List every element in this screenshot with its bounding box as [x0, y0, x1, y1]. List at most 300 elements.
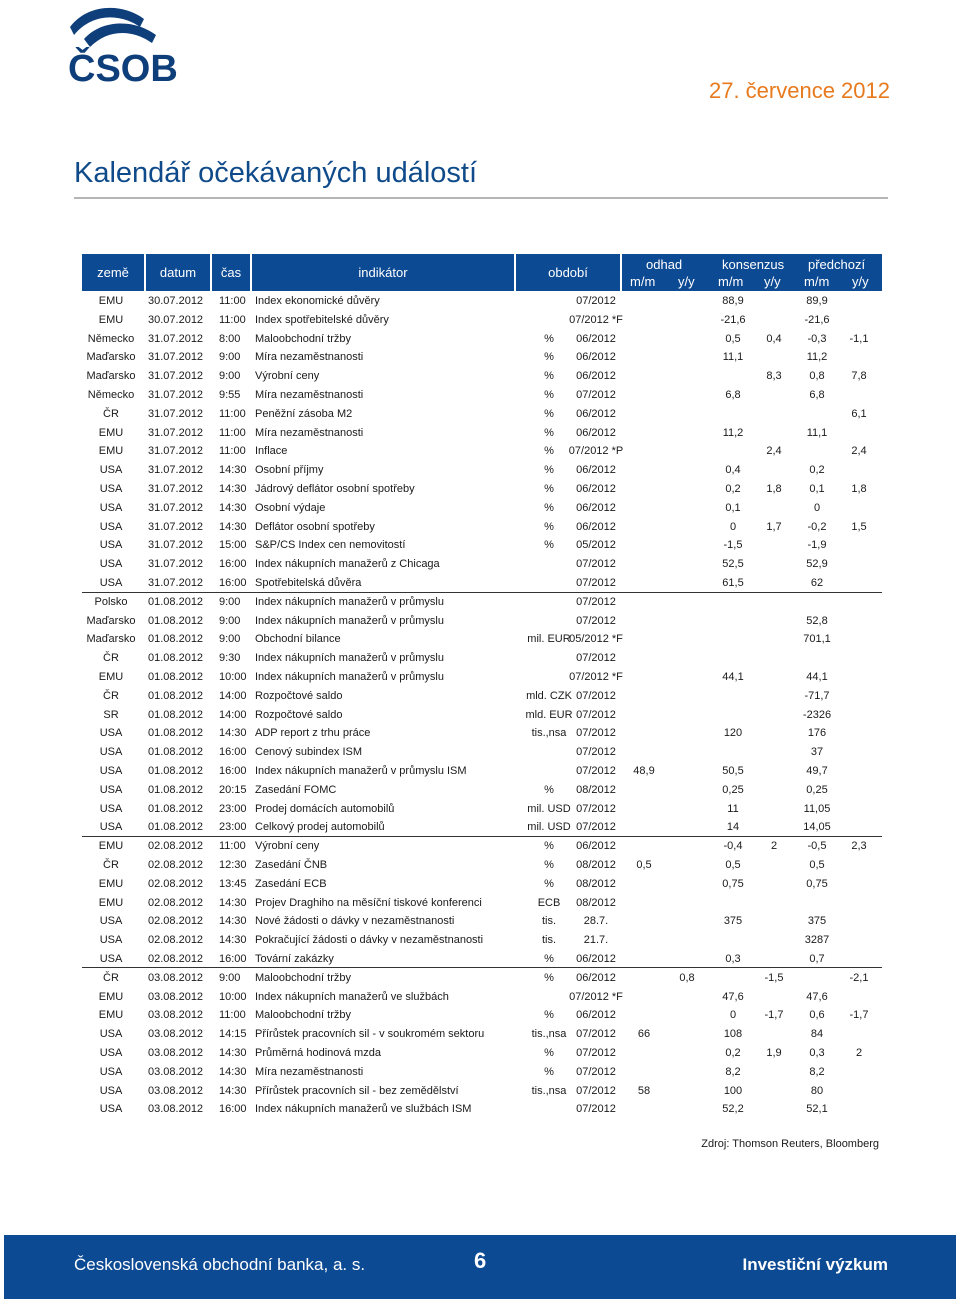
cell-country: Maďarsko [86, 614, 136, 627]
cell-value: 0,5 [636, 859, 652, 871]
cell-time: 16:00 [219, 1103, 247, 1116]
cell-per: 06/2012 [576, 483, 616, 495]
cell-country: EMU [98, 990, 124, 1003]
cell-time: 11:00 [219, 445, 246, 458]
cell-country: EMU [98, 877, 124, 890]
cell-per: 07/2012 [576, 1028, 616, 1041]
table-row [82, 649, 882, 668]
cell-country: USA [99, 520, 123, 533]
cell-value: 84 [810, 1028, 824, 1041]
cell-unit: % [544, 1065, 554, 1078]
header-previous: předchozí [808, 257, 866, 272]
cell-per: 07/2012 [576, 558, 616, 571]
cell-value: 0 [729, 1009, 737, 1022]
cell-time: 9:00 [219, 614, 241, 627]
cell-ind: Spotřebitelská důvěra [255, 577, 362, 589]
report-date: 27. července 2012 [708, 78, 890, 103]
cell-value: 11,1 [722, 351, 744, 364]
cell-country: USA [99, 483, 123, 495]
cell-date: 03.08.2012 [148, 1065, 204, 1078]
cell-date: 03.08.2012 [148, 1084, 204, 1097]
cell-date: 01.08.2012 [148, 821, 204, 834]
cell-value: 0,5 [809, 859, 825, 871]
header-date: datum [146, 254, 210, 291]
cell-value: 8,3 [766, 370, 782, 383]
cell-value: -21,6 [804, 313, 830, 326]
cell-value: 0,75 [722, 877, 744, 890]
table-row [82, 536, 882, 555]
cell-per: 08/2012 [576, 859, 616, 871]
cell-unit: tis.,nsa [531, 1084, 567, 1097]
cell-country: EMU [98, 671, 124, 683]
cell-value: 7,8 [851, 370, 867, 383]
cell-time: 16:00 [219, 558, 247, 571]
cell-time: 11:00 [219, 295, 246, 307]
cell-value: -2,1 [849, 971, 869, 984]
cell-value: 44,1 [806, 671, 828, 683]
cell-date: 03.08.2012 [148, 971, 204, 984]
table-row [82, 668, 882, 687]
cell-country: USA [99, 783, 123, 796]
cell-value: 0,25 [722, 783, 744, 796]
cell-time: 14:30 [219, 915, 247, 928]
table-row [82, 330, 882, 349]
table-row [82, 856, 882, 875]
cell-country: ČR [103, 652, 119, 665]
cell-value: 62 [810, 577, 824, 589]
cell-time: 14:30 [219, 501, 247, 514]
header-sub: y/y [678, 274, 695, 289]
cell-value: -1,5 [723, 539, 743, 552]
cell-unit: tis. [541, 915, 557, 928]
table-row [82, 442, 882, 461]
cell-ind: Maloobchodní tržby [255, 1009, 351, 1022]
cell-ind: Prodej domácích automobilů [255, 802, 395, 815]
cell-ind: Index nákupních manažerů v průmyslu [255, 595, 444, 608]
table-row [82, 931, 882, 950]
cell-per: 07/2012 *F [569, 990, 623, 1003]
cell-unit: % [544, 426, 554, 439]
table-row [82, 518, 882, 537]
cell-unit: % [544, 953, 554, 965]
cell-value: -0,4 [723, 840, 743, 853]
cell-value: 49,7 [806, 765, 828, 777]
cell-country: Maďarsko [86, 370, 136, 383]
cell-date: 01.08.2012 [148, 746, 204, 759]
cell-value: 89,9 [806, 295, 828, 307]
cell-ind: Celkový prodej automobilů [255, 821, 385, 834]
day-separator [82, 836, 882, 837]
cell-date: 02.08.2012 [148, 915, 204, 928]
cell-country: USA [99, 1047, 123, 1059]
cell-value: 14 [726, 821, 740, 834]
cell-value: 2,4 [766, 445, 782, 458]
cell-ind: Přírůstek pracovních sil - v soukromém sektoru [255, 1028, 485, 1041]
cell-value: 11,2 [722, 426, 744, 439]
cell-time: 16:00 [219, 765, 247, 777]
cell-country: EMU [98, 840, 124, 853]
cell-unit: tis.,nsa [531, 1028, 567, 1041]
cell-unit: % [544, 445, 554, 458]
cell-value: 0,8 [809, 370, 825, 383]
cell-ind: Index ekonomické důvěry [255, 295, 380, 307]
cell-ind: S&P/CS Index cen nemovitostí [255, 539, 406, 552]
cell-value: 50,5 [722, 765, 744, 777]
cell-time: 11:00 [219, 313, 246, 326]
cell-time: 14:30 [219, 464, 247, 477]
cell-date: 31.07.2012 [148, 539, 204, 552]
cell-per: 08/2012 [576, 783, 616, 796]
cell-value: 0,75 [806, 877, 828, 890]
cell-per: 07/2012 [576, 389, 616, 401]
cell-time: 23:00 [219, 821, 247, 834]
cell-country: USA [99, 1103, 123, 1116]
cell-ind: Míra nezaměstnanosti [255, 351, 364, 364]
table-row [82, 818, 882, 837]
cell-unit: mil. USD [527, 802, 571, 815]
cell-unit: % [544, 539, 554, 552]
table-row [82, 894, 882, 913]
cell-value: 8,2 [809, 1065, 825, 1078]
cell-date: 01.08.2012 [148, 614, 204, 627]
cell-value: 0,2 [725, 1047, 741, 1059]
cell-value: 11,1 [806, 426, 828, 439]
cell-ind: Index nákupních manažerů v průmyslu ISM [255, 765, 467, 777]
cell-ind: Projev Draghiho na měsíční tiskové konferenci [255, 896, 482, 909]
cell-value: -2326 [802, 708, 832, 721]
cell-per: 07/2012 [576, 1047, 616, 1059]
cell-per: 07/2012 [576, 689, 616, 702]
cell-country: USA [99, 746, 123, 759]
cell-value: 1,7 [766, 520, 782, 533]
table-row [82, 612, 882, 631]
table-row [82, 574, 882, 593]
cell-country: USA [99, 727, 123, 740]
cell-country: USA [99, 501, 123, 514]
cell-value: 108 [723, 1028, 743, 1041]
cell-unit: mil. USD [527, 821, 571, 834]
cell-date: 31.07.2012 [148, 577, 204, 589]
cell-ind: Index spotřebitelské důvěry [255, 313, 389, 326]
cell-per: 07/2012 [576, 1103, 616, 1116]
table-row [82, 1044, 882, 1063]
cell-per: 05/2012 [576, 539, 616, 552]
cell-time: 10:00 [219, 990, 247, 1003]
cell-country: ČR [103, 971, 119, 984]
cell-value: 3287 [804, 934, 830, 947]
cell-value: 2 [770, 840, 778, 853]
cell-ind: Obchodní bilance [255, 633, 341, 646]
cell-value: 0 [729, 520, 737, 533]
table-row [82, 555, 882, 574]
cell-unit: % [544, 332, 554, 345]
cell-ind: Index nákupních manažerů z Chicaga [255, 558, 440, 571]
cell-per: 06/2012 [576, 520, 616, 533]
table-row [82, 480, 882, 499]
table-row [82, 800, 882, 819]
cell-time: 11:00 [219, 840, 246, 853]
table-row [82, 1100, 882, 1119]
cell-time: 14:30 [219, 934, 247, 947]
header-consensus: konsenzus [722, 257, 785, 272]
cell-time: 11:00 [219, 407, 246, 420]
cell-per: 08/2012 [576, 896, 616, 909]
cell-country: USA [99, 577, 123, 589]
cell-value: 0,1 [809, 483, 825, 495]
cell-value: 66 [637, 1028, 651, 1041]
table-row [82, 837, 882, 856]
cell-unit: % [544, 389, 554, 401]
csob-logo [68, 5, 176, 90]
cell-date: 31.07.2012 [148, 351, 204, 364]
cell-ind: Výrobní ceny [255, 370, 320, 383]
cell-value: 0,2 [809, 464, 825, 477]
cell-country: USA [99, 934, 123, 947]
cell-value: 2 [855, 1047, 863, 1059]
cell-date: 01.08.2012 [148, 708, 204, 721]
cell-ind: Přírůstek pracovních sil - bez zemědělství [255, 1084, 459, 1097]
cell-per: 06/2012 [576, 971, 616, 984]
cell-value: 0,5 [725, 332, 741, 345]
cell-value: 11 [727, 802, 739, 815]
table-row [82, 386, 882, 405]
cell-time: 14:30 [219, 520, 247, 533]
cell-country: EMU [98, 1009, 124, 1022]
cell-value: 47,6 [806, 990, 828, 1003]
cell-value: 0,6 [809, 1009, 825, 1022]
cell-value: -1,7 [849, 1009, 869, 1022]
cell-ind: Zasedání FOMC [255, 783, 337, 796]
footer-bar [4, 1235, 956, 1299]
cell-date: 31.07.2012 [148, 445, 204, 458]
title-divider [74, 197, 888, 199]
cell-value: 0,8 [679, 971, 695, 984]
cell-value: -0,5 [807, 840, 827, 853]
header-sub: y/y [852, 274, 869, 289]
cell-time: 9:00 [219, 971, 241, 984]
cell-time: 16:00 [219, 577, 247, 589]
cell-date: 01.08.2012 [148, 652, 204, 665]
cell-date: 01.08.2012 [148, 727, 204, 740]
cell-ind: Rozpočtové saldo [255, 689, 343, 702]
header-time: čas [212, 254, 250, 291]
cell-ind: Rozpočtové saldo [255, 708, 343, 721]
table-row [82, 988, 882, 1007]
cell-per: 07/2012 [576, 295, 616, 307]
cell-ind: Peněžní zásoba M2 [255, 407, 353, 420]
cell-time: 16:00 [219, 746, 247, 759]
cell-unit: % [544, 1047, 554, 1059]
cell-per: 07/2012 *F [569, 313, 623, 326]
cell-unit: % [544, 1009, 554, 1022]
cell-per: 07/2012 [576, 802, 616, 815]
cell-time: 9:00 [219, 595, 241, 608]
cell-ind: Jádrový deflátor osobní spotřeby [255, 483, 415, 495]
cell-value: 11,05 [803, 802, 831, 815]
cell-unit: % [544, 483, 554, 495]
cell-unit: ECB [537, 896, 561, 909]
cell-country: USA [99, 1028, 123, 1041]
table-row [82, 762, 882, 781]
cell-per: 07/2012 [576, 1065, 616, 1078]
cell-date: 30.07.2012 [148, 295, 204, 307]
cell-ind: Zasedání ECB [255, 877, 327, 890]
cell-unit: % [544, 407, 554, 420]
table-row [82, 461, 882, 480]
cell-date: 01.08.2012 [148, 765, 204, 777]
cell-ind: Cenový subindex ISM [255, 746, 362, 759]
cell-per: 06/2012 [576, 426, 616, 439]
cell-time: 14:00 [219, 689, 247, 702]
cell-per: 06/2012 [576, 1009, 616, 1022]
cell-ind: Index nákupních manažerů v průmyslu [255, 614, 444, 627]
cell-value: 375 [807, 915, 827, 928]
cell-per: 06/2012 [576, 407, 616, 420]
cell-value: 0,7 [809, 953, 825, 965]
cell-country: SR [103, 708, 119, 721]
cell-per: 21.7. [583, 934, 609, 947]
cell-value: 701,1 [803, 633, 831, 646]
cell-unit: % [544, 351, 554, 364]
table-row [82, 724, 882, 743]
cell-value: 1,8 [851, 483, 867, 495]
cell-country: EMU [98, 313, 124, 326]
cell-time: 9:00 [219, 351, 241, 364]
cell-value: 176 [807, 727, 827, 740]
cell-value: -0,2 [807, 520, 827, 533]
cell-per: 06/2012 [576, 501, 616, 514]
cell-value: 0,5 [725, 859, 741, 871]
cell-unit: % [544, 877, 554, 890]
header-country: země [82, 254, 144, 291]
cell-time: 9:00 [219, 370, 241, 383]
cell-value: -1,5 [764, 971, 784, 984]
cell-value: -1,9 [807, 539, 827, 552]
cell-ind: Osobní příjmy [255, 464, 324, 477]
cell-date: 01.08.2012 [148, 689, 204, 702]
cell-date: 01.08.2012 [148, 783, 204, 796]
cell-value: 11,2 [806, 351, 828, 364]
cell-value: 58 [637, 1084, 651, 1097]
table-row [82, 1025, 882, 1044]
cell-ind: Míra nezaměstnanosti [255, 389, 364, 401]
cell-country: EMU [98, 295, 124, 307]
cell-time: 9:00 [219, 633, 241, 646]
cell-value: 52,8 [806, 614, 828, 627]
cell-date: 03.08.2012 [148, 1028, 204, 1041]
cell-date: 01.08.2012 [148, 802, 204, 815]
cell-value: 52,1 [806, 1103, 828, 1116]
cell-value: 0,3 [809, 1047, 825, 1059]
table-row [82, 1006, 882, 1025]
cell-per: 07/2012 [576, 727, 616, 740]
table-row [82, 912, 882, 931]
cell-value: -0,3 [807, 332, 827, 345]
cell-time: 23:00 [219, 802, 247, 815]
cell-country: USA [99, 539, 123, 552]
cell-country: USA [99, 821, 123, 834]
day-separator [82, 592, 882, 593]
cell-ind: Deflátor osobní spotřeby [255, 520, 375, 533]
footer-company: Československá obchodní banka, a. s. [74, 1255, 366, 1274]
cell-value: 100 [723, 1084, 743, 1097]
cell-time: 8:00 [219, 332, 241, 345]
cell-value: 6,8 [725, 389, 741, 401]
cell-date: 31.07.2012 [148, 558, 204, 571]
cell-time: 14:00 [219, 708, 247, 721]
cell-value: 2,3 [851, 840, 867, 853]
cell-ind: Tovární zakázky [255, 953, 334, 965]
cell-time: 20:15 [219, 783, 247, 796]
table-row [82, 311, 882, 330]
cell-date: 31.07.2012 [148, 332, 204, 345]
cell-value: 47,6 [722, 990, 744, 1003]
cell-value: 0,3 [725, 953, 741, 965]
cell-time: 15:00 [219, 539, 247, 552]
cell-value: 37 [810, 746, 824, 759]
cell-time: 14:30 [219, 727, 247, 740]
cell-date: 02.08.2012 [148, 877, 204, 890]
cell-value: 80 [810, 1084, 824, 1097]
cell-time: 14:30 [219, 483, 247, 495]
cell-value: -71,7 [804, 689, 830, 702]
cell-time: 14:30 [219, 1047, 247, 1059]
cell-value: 88,9 [722, 295, 744, 307]
cell-country: ČR [103, 689, 119, 702]
source-note: Zdroj: Thomson Reuters, Bloomberg [701, 1138, 879, 1150]
cell-value: 1,9 [766, 1047, 782, 1059]
cell-country: USA [99, 802, 123, 815]
cell-value: 0,2 [725, 483, 741, 495]
cell-date: 31.07.2012 [148, 407, 204, 420]
table-row [82, 969, 882, 988]
table-row [82, 424, 882, 443]
cell-date: 30.07.2012 [148, 313, 204, 326]
cell-per: 06/2012 [576, 351, 616, 364]
cell-date: 02.08.2012 [148, 859, 204, 871]
table-row [82, 292, 882, 311]
cell-value: 52,2 [722, 1103, 744, 1116]
table-row [82, 1082, 882, 1101]
cell-country: Německo [87, 332, 135, 345]
header-period: období [516, 254, 620, 291]
cell-per: 08/2012 [576, 877, 616, 890]
cell-value: 6,8 [809, 389, 825, 401]
cell-value: 0 [813, 501, 821, 514]
cell-per: 07/2012 [576, 577, 616, 589]
cell-per: 07/2012 [576, 708, 616, 721]
cell-unit: tis.,nsa [531, 727, 567, 740]
cell-ind: Index nákupních manažerů v průmyslu [255, 671, 444, 683]
cell-date: 31.07.2012 [148, 426, 204, 439]
cell-date: 03.08.2012 [148, 1047, 204, 1059]
cell-value: 6,1 [851, 407, 867, 420]
cell-value: 8,2 [725, 1065, 741, 1078]
cell-unit: mld. EUR [525, 708, 573, 721]
cell-country: Maďarsko [86, 633, 136, 646]
cell-ind: Zasedání ČNB [255, 859, 328, 871]
cell-time: 10:00 [219, 671, 247, 683]
cell-value: 52,9 [806, 558, 828, 571]
cell-ind: Pokračující žádosti o dávky v nezaměstnanosti [255, 934, 484, 947]
cell-per: 06/2012 [576, 332, 616, 345]
cell-country: USA [99, 1065, 123, 1078]
cell-per: 07/2012 *F [569, 671, 623, 683]
cell-ind: Průměrná hodinová mzda [255, 1047, 381, 1059]
table-row [82, 348, 882, 367]
cell-per: 07/2012 *P [568, 445, 624, 458]
cell-value: 375 [723, 915, 743, 928]
